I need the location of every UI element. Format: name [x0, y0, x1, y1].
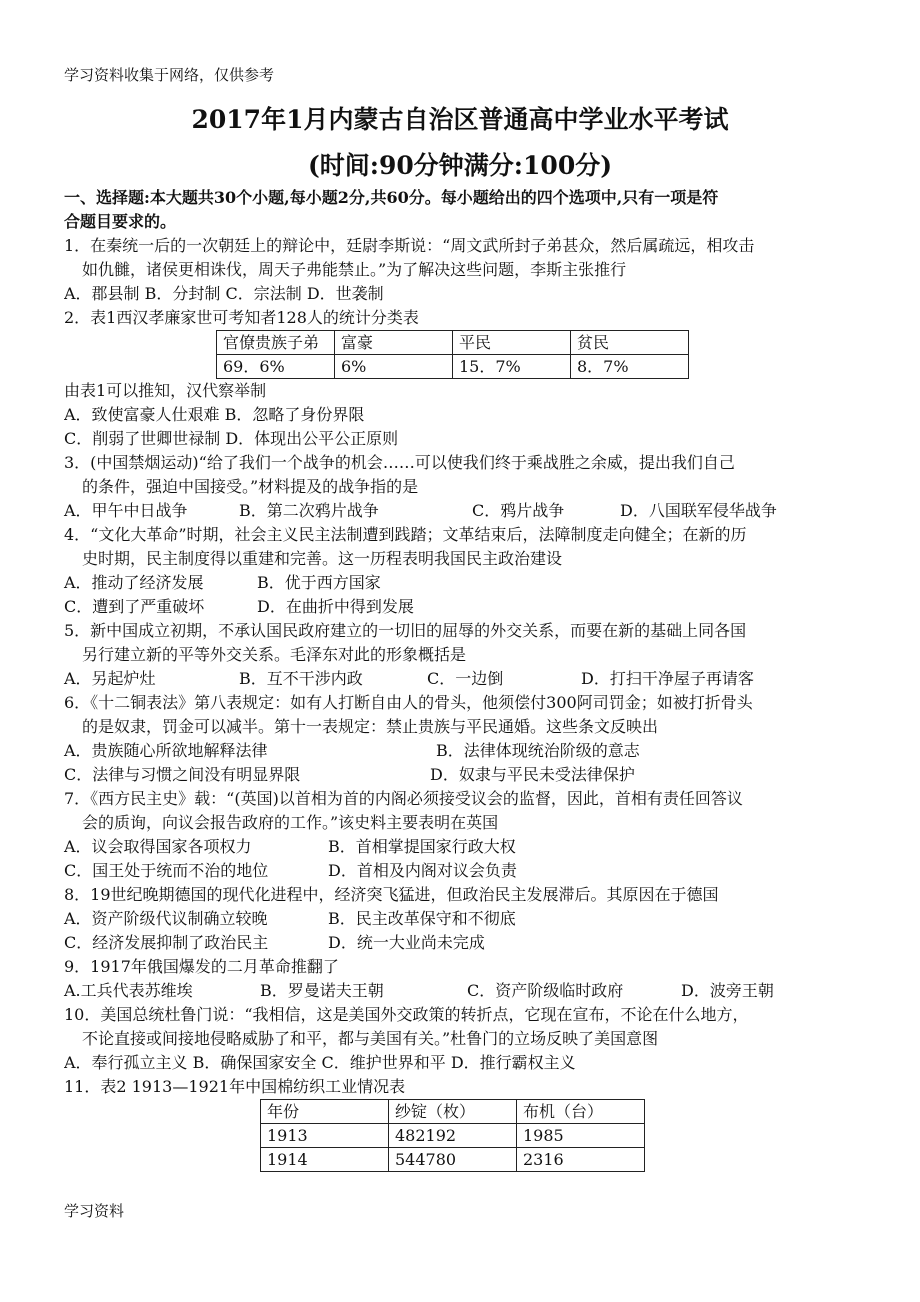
table-cell: 1985 [517, 1124, 645, 1148]
option-d: D．波旁王朝 [681, 981, 774, 1000]
footer-note: 学习资料 [64, 1202, 125, 1220]
table-row [217, 355, 689, 379]
table-cell: 年份 [261, 1100, 389, 1124]
table-cell: 15．7% [453, 355, 571, 379]
section-heading-cont: 合题目要求的。 [64, 212, 177, 231]
q9-stem: 9．1917年俄国爆发的二月革命推翻了 [64, 957, 339, 976]
q8-options-ab [64, 907, 864, 931]
q10-stem-cont: 不论直接或间接地侵略威胁了和平，都与美国有关。”杜鲁门的立场反映了美国意图 [82, 1029, 659, 1048]
q3-options [64, 499, 864, 523]
q7-stem: 7．《西方民主史》载：“(英国)以首相为首的内阁必须接受议会的监督，因此，首相有责任回答议 [64, 789, 743, 808]
header-note: 学习资料收集于网络，仅供参考 [64, 66, 275, 84]
option-b: B．优于西方国家 [257, 573, 381, 592]
q1-stem-cont: 如仇雠，诸侯更相诛伐，周天子弗能禁止。”为了解决这些问题，李斯主张推行 [82, 260, 627, 279]
option-a: A.工兵代表苏维埃 [64, 981, 193, 1000]
table-cell: 布机（台） [517, 1100, 645, 1124]
table-cell: 平民 [453, 331, 571, 355]
option-a: A．资产阶级代议制确立较晚 [64, 909, 268, 928]
q2-stem: 2．表1西汉孝廉家世可考知者128人的统计分类表 [64, 308, 419, 327]
q5-options [64, 667, 864, 691]
table-cell: 富豪 [335, 331, 453, 355]
option-b: B．民主改革保守和不彻底 [328, 909, 516, 928]
exam-title: 2017年1月内蒙古自治区普通高中学业水平考试 [191, 105, 729, 134]
q10-stem: 10．美国总统杜鲁门说：“我相信，这是美国外交政策的转折点，它现在宣布，不论在什么地方， [64, 1005, 749, 1024]
q6-options-cd [64, 763, 864, 787]
option-d: D．在曲折中得到发展 [257, 597, 414, 616]
q6-stem-cont: 的是奴隶，罚金可以减半。第十一表规定：禁止贵族与平民通婚。这些条文反映出 [82, 717, 659, 736]
table-cell: 1914 [261, 1148, 389, 1172]
option-b: B．互不干涉内政 [239, 669, 363, 688]
table-cell: 544780 [389, 1148, 517, 1172]
option-d: D．八国联军侵华战争 [620, 501, 777, 520]
q6-options-ab [64, 739, 864, 763]
table-cell: 贫民 [571, 331, 689, 355]
option-d: D．打扫干净屋子再请客 [581, 669, 754, 688]
q2-options-ab: A．致使富豪人仕艰难 B．忽略了身份界限 [64, 405, 365, 424]
q5-stem: 5．新中国成立初期，不承认国民政府建立的一切旧的屈辱的外交关系，而要在新的基础上同各国 [64, 621, 747, 640]
option-c: C．资产阶级临时政府 [467, 981, 624, 1000]
q7-options-cd [64, 859, 864, 883]
option-a: A．推动了经济发展 [64, 573, 204, 592]
table-cell: 6% [335, 355, 453, 379]
table-cell: 1913 [261, 1124, 389, 1148]
q9-options [64, 979, 864, 1003]
q5-stem-cont: 另行建立新的平等外交关系。毛泽东对此的形象概括是 [82, 645, 467, 664]
option-c: C．遭到了严重破坏 [64, 597, 205, 616]
table-row [261, 1100, 645, 1124]
option-b: B．罗曼诺夫王朝 [260, 981, 384, 1000]
q10-options: A．奉行孤立主义 B．确保国家安全 C．维护世界和平 D．推行霸权主义 [64, 1053, 576, 1072]
q4-options-ab [64, 571, 864, 595]
table-row [261, 1124, 645, 1148]
option-b: B．首相掌提国家行政大权 [328, 837, 516, 856]
q4-options-cd [64, 595, 864, 619]
option-d: D．奴隶与平民未受法律保护 [430, 765, 635, 784]
option-d: D．统一大业尚未完成 [328, 933, 485, 952]
table-cell: 纱锭（枚） [389, 1100, 517, 1124]
option-a: A．另起炉灶 [64, 669, 156, 688]
option-c: C．一边倒 [427, 669, 504, 688]
q4-stem-cont: 史时期，民主制度得以重建和完善。这一历程表明我国民主政治建设 [82, 549, 563, 568]
option-b: B．第二次鸦片战争 [239, 501, 379, 520]
q11-stem: 11．表2 1913—1921年中国棉纺织工业情况表 [64, 1077, 406, 1096]
q7-stem-cont: 会的质询，向议会报告政府的工作。”该史料主要表明在英国 [82, 813, 499, 832]
q2-table [216, 330, 689, 379]
q8-stem: 8．19世纪晚期德国的现代化进程中，经济突飞猛进，但政治民主发展滞后。其原因在于德国 [64, 885, 719, 904]
section-heading: 一、选择题:本大题共30个小题,每小题2分,共60分。每小题给出的四个选项中,只有一项是符 [64, 188, 719, 207]
table-cell: 官僚贵族子弟 [217, 331, 335, 355]
table-cell: 482192 [389, 1124, 517, 1148]
exam-subtitle: (时间:90分钟满分:100分) [307, 151, 613, 180]
table-cell: 2316 [517, 1148, 645, 1172]
option-c: C．国王处于统而不治的地位 [64, 861, 269, 880]
q2-options-cd: C．削弱了世卿世禄制 D．体现出公平公正原则 [64, 429, 399, 448]
q3-stem: 3．(中国禁烟运动)“给了我们一个战争的机会……可以使我们终于乘战胜之余威，提出我们自己 [64, 453, 735, 472]
exam-content [64, 186, 864, 1172]
table-cell: 69．6% [217, 355, 335, 379]
option-a: A．贵族随心所欲地解释法律 [64, 741, 268, 760]
option-d: D．首相及内阁对议会负责 [328, 861, 517, 880]
option-a: A．议会取得国家各项权力 [64, 837, 252, 856]
option-a: A．甲午中日战争 [64, 501, 188, 520]
option-c: C．鸦片战争 [472, 501, 565, 520]
table-row [217, 331, 689, 355]
option-c: C．经济发展抑制了政治民主 [64, 933, 269, 952]
q3-stem-cont: 的条件，强迫中国接受。”材料提及的战争指的是 [82, 477, 419, 496]
q1-stem: 1．在秦统一后的一次朝廷上的辩论中，廷尉李斯说：“周文武所封子弟甚众，然后属疏远，相攻击 [64, 236, 755, 255]
q1-options: A．郡县制 B．分封制 C．宗法制 D．世袭制 [64, 284, 384, 303]
option-b: B．法律体现统治阶级的意志 [436, 741, 640, 760]
q11-table [260, 1099, 645, 1172]
table-row [261, 1148, 645, 1172]
q8-options-cd [64, 931, 864, 955]
table-cell: 8．7% [571, 355, 689, 379]
q4-stem: 4．“文化大革命”时期，社会主义民主法制遭到践踏；文革结束后，法障制度走向健全；在新的历 [64, 525, 747, 544]
option-c: C．法律与习惯之间没有明显界限 [64, 765, 301, 784]
q2-after: 由表1可以推知，汉代察举制 [64, 381, 267, 400]
q7-options-ab [64, 835, 864, 859]
q6-stem: 6．《十二铜表法》第八表规定：如有人打断自由人的骨头，他须偿付300阿司罚金；如被打折骨头 [64, 693, 753, 712]
